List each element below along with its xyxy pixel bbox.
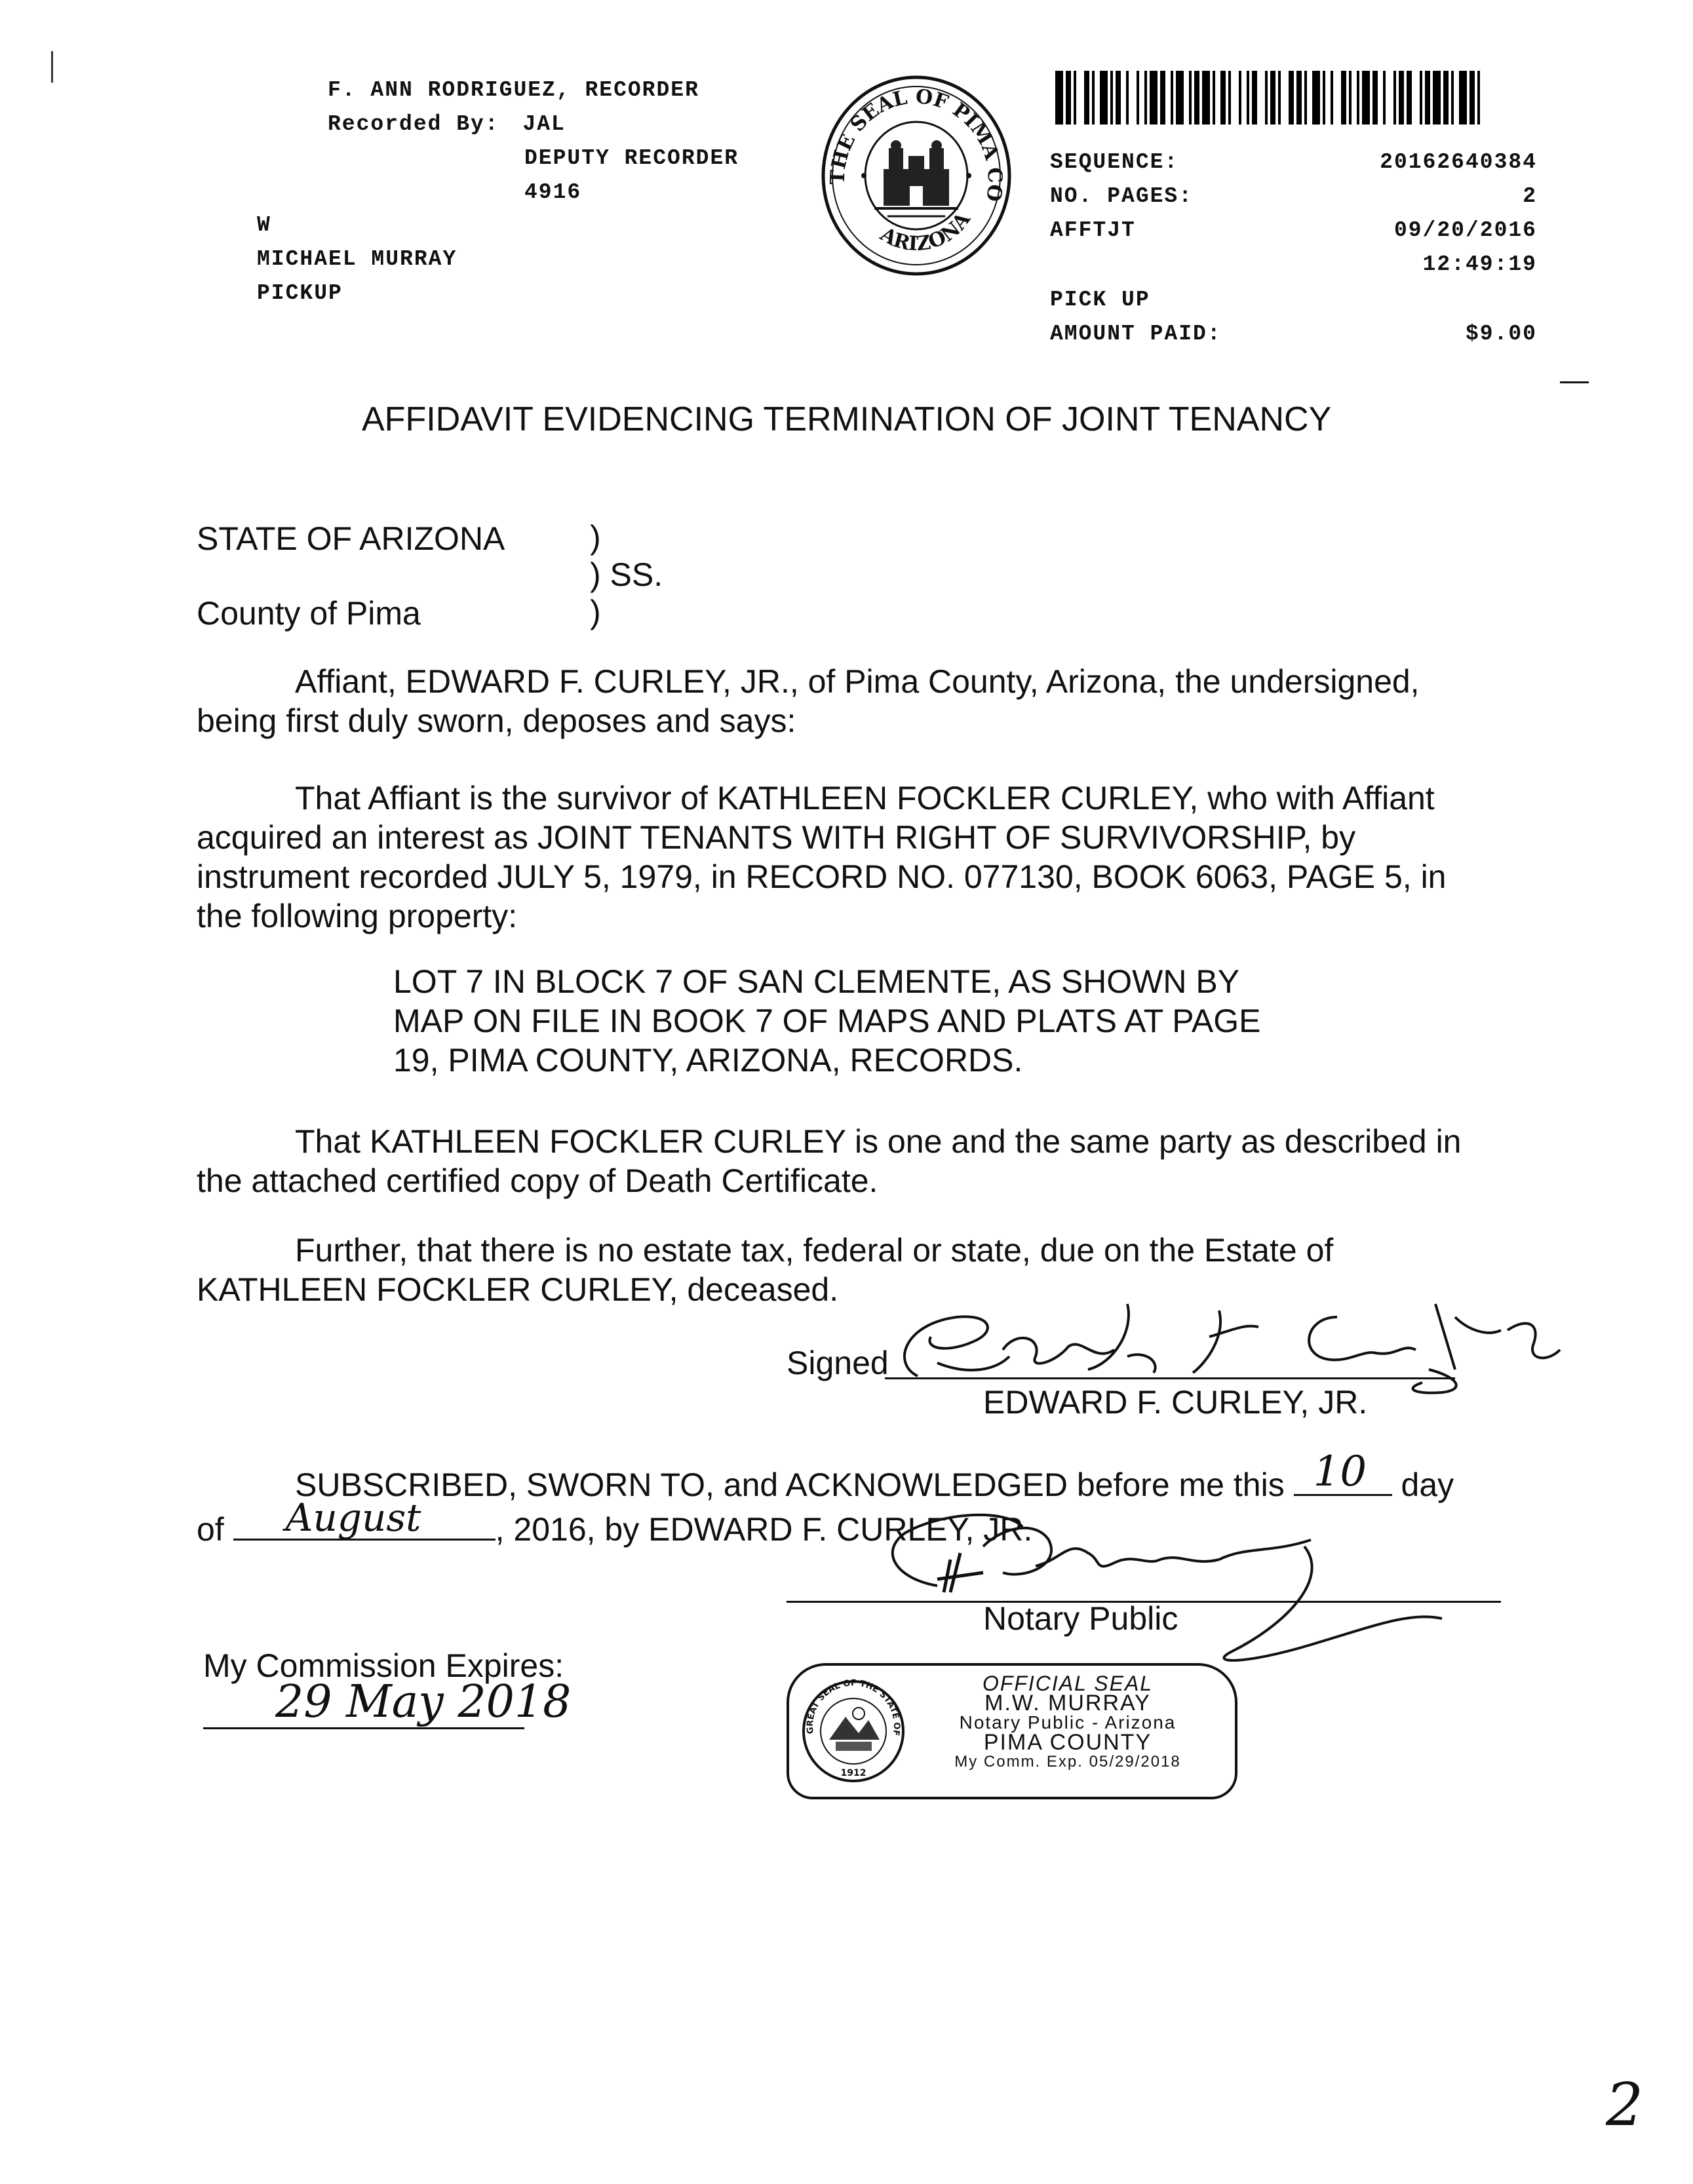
barcode-bar (1076, 71, 1084, 125)
recorder-block (328, 73, 699, 142)
return-w: W (257, 213, 271, 237)
barcode-bar (1386, 71, 1393, 125)
stamp-text (914, 1674, 1222, 1772)
pick-up-label: PICK UP (1050, 288, 1150, 312)
month-value: August (285, 1495, 421, 1540)
barcode-bar (1341, 71, 1346, 125)
barcode-bar (1202, 71, 1210, 125)
pages-label: NO. PAGES: (1050, 184, 1194, 208)
arizona-state-seal (800, 1677, 907, 1785)
barcode-bar (1407, 71, 1412, 125)
barcode-bar (1194, 71, 1199, 125)
barcode-bar (1176, 71, 1184, 125)
az-seal-year: 1912 (840, 1768, 866, 1778)
document-title: AFFIDAVIT EVIDENCING TERMINATION OF JOINT TENANCY (362, 400, 1332, 438)
barcode-bar (1469, 71, 1475, 125)
barcode-bar (1139, 71, 1144, 125)
az-seal-ring-text: GREAT SEAL OF THE STATE OF (805, 1678, 902, 1736)
barcode-bar (1352, 71, 1357, 125)
barcode-bar (1095, 71, 1100, 125)
barcode-bar (1100, 71, 1108, 125)
barcode-bar (1378, 71, 1383, 125)
barcode-bar (1289, 71, 1294, 125)
sequence-value: 20162640384 (1380, 150, 1537, 174)
page-number-mark: 2 (1606, 2071, 1644, 2139)
barcode-bar (1231, 71, 1239, 125)
barcode-bar (1220, 71, 1226, 125)
sequence-label: SEQUENCE: (1050, 150, 1179, 174)
amount-label: AMOUNT PAID: (1050, 322, 1222, 346)
return-name: MICHAEL MURRAY (257, 247, 457, 271)
barcode-bar (1165, 71, 1171, 125)
seal-bottom-text: ARIZONA (876, 208, 975, 256)
barcode-bar (1443, 71, 1449, 125)
recorder-name: F. ANN RODRIGUEZ, RECORDER (328, 78, 699, 102)
pickup-block (1050, 283, 1222, 351)
venue-state: STATE OF ARIZONA (197, 520, 505, 557)
recorded-by: Recorded By: JAL (328, 112, 566, 136)
barcode-bar (1459, 71, 1467, 125)
barcode-bar (1257, 71, 1265, 125)
paragraph-same-party: That KATHLEEN FOCKLER CURLEY is one and the same party as described in the attached certified copy of Death Certificate. (197, 1123, 1462, 1199)
notary-stamp (787, 1663, 1237, 1799)
barcode-bar (1433, 71, 1441, 125)
recording-labels (1050, 145, 1193, 248)
signer-name: EDWARD F. CURLEY, JR. (983, 1384, 1368, 1421)
paragraph-affiant: Affiant, EDWARD F. CURLEY, JR., of Pima County, Arizona, the undersigned, being first duly sworn, deposes and says: (197, 663, 1420, 739)
stamp-official-seal: OFFICIAL SEAL (982, 1672, 1154, 1695)
barcode-bar (1241, 71, 1247, 125)
return-block (257, 208, 457, 311)
legal-description: LOT 7 IN BLOCK 7 OF SAN CLEMENTE, AS SHOWN BY MAP ON FILE IN BOOK 7 OF MAPS AND PLATS AT PAGE 19, PIMA COUNTY, ARIZONA, RECORDS. (393, 963, 1261, 1079)
barcode-bar (1215, 71, 1220, 125)
scan-mark (51, 51, 56, 83)
deputy-recorder: DEPUTY RECORDER (524, 146, 739, 170)
affiant-signature (878, 1278, 1567, 1396)
barcode-bar (1454, 71, 1459, 125)
jurat-line-2: of August , 2016, by EDWARD F. CURLEY, JR. (197, 1495, 1033, 1548)
barcode-bar (1480, 71, 1488, 125)
barcode-bar (1121, 71, 1126, 125)
barcode-bar (1150, 71, 1158, 125)
day-value: 10 (1313, 1447, 1367, 1496)
deputy-number: 4916 (524, 180, 582, 204)
barcode-bar (1296, 71, 1302, 125)
commission-date: 29 May 2018 (275, 1676, 572, 1728)
barcode-bar (1425, 71, 1430, 125)
barcode-bar (1116, 71, 1121, 125)
recording-values (1380, 145, 1537, 282)
doc-type: AFFTJT (1050, 218, 1136, 242)
venue-county: County of Pima (197, 595, 421, 632)
barcode-bar (1055, 71, 1063, 125)
barcode-bar (1325, 71, 1331, 125)
amount-value: $9.00 (1465, 322, 1537, 346)
seal-ring-text: THE SEAL OF PIMA CO (826, 85, 1007, 203)
stamp-notary-public: Notary Public - Arizona (959, 1712, 1177, 1733)
pages-value: 2 (1523, 184, 1537, 208)
stamp-expiration: My Comm. Exp. 05/29/2018 (954, 1753, 1181, 1771)
barcode-bar (1281, 71, 1289, 125)
barcode-bar (1066, 71, 1071, 125)
recording-date: 09/20/2016 (1393, 218, 1537, 242)
margin-dash (1560, 381, 1589, 383)
barcode-bar (1084, 71, 1089, 125)
barcode-bar (1312, 71, 1320, 125)
stamp-county: PIMA COUNTY (983, 1730, 1152, 1755)
pima-county-seal (818, 71, 1015, 280)
barcode-bar (1252, 71, 1257, 125)
barcode-bar (1184, 71, 1189, 125)
signed-label: Signed (787, 1345, 889, 1381)
paragraph-estate-tax: Further, that there is no estate tax, federal or state, due on the Estate of KATHLEEN FOCKLER CURLEY, deceased. (197, 1232, 1334, 1308)
barcode-bar (1412, 71, 1420, 125)
deputy-block (524, 142, 739, 210)
stamp-notary-name: M.W. MURRAY (984, 1691, 1151, 1715)
svg-text:ARIZONA (876, 208, 975, 256)
barcode-bar (1372, 71, 1378, 125)
paragraph-survivor: That Affiant is the survivor of KATHLEEN FOCKLER CURLEY, who with Affiant acquired an interest as JOINT TENANTS WITH RIGHT OF SURVIVORSHIP, by instrument recorded JULY 5, 1979, in RECORD NO. 077130, BOOK 6063, PAGE 5, in the following property: (197, 780, 1447, 934)
notary-public-label: Notary Public (983, 1600, 1178, 1637)
barcode-bar (1307, 71, 1312, 125)
venue-parens: ) ) SS. ) (590, 519, 663, 630)
recording-time: 12:49:19 (1422, 252, 1537, 277)
notary-signature (852, 1501, 1508, 1671)
barcode-bar (1399, 71, 1404, 125)
return-pickup: PICKUP (257, 281, 343, 305)
barcode-bar (1160, 71, 1165, 125)
commission-label: My Commission Expires: (203, 1647, 564, 1684)
barcode-bar (1270, 71, 1275, 125)
barcode-bar (1333, 71, 1341, 125)
barcode-bar (1129, 71, 1137, 125)
barcode (1055, 71, 1488, 125)
barcode-bar (1362, 71, 1370, 125)
jurat-line-1: SUBSCRIBED, SWORN TO, and ACKNOWLEDGED before me this 10 day (295, 1447, 1454, 1503)
